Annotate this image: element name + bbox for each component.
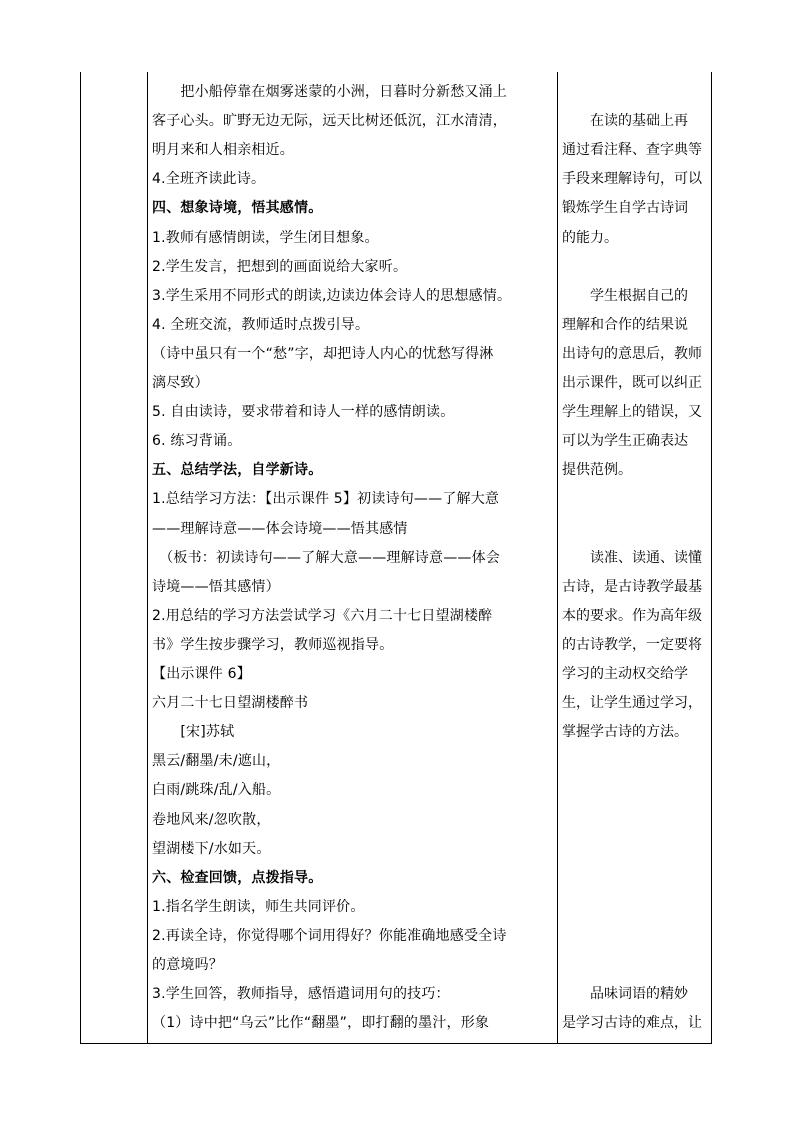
text-line: 六月二十七日望湖楼醉书 [152,695,309,712]
text-line: 5. 自由读诗，要求带着和诗人一样的感情朗读。 [152,404,455,421]
note-line: 本的要求。作为高年级 [562,607,702,624]
text-line: 2.学生发言，把想到的画面说给大家听。 [152,258,408,275]
teaching-process-cell [148,72,558,1044]
text-line: 1.总结学习方法：【出示课件 5】初读诗句——了解大意 [152,491,500,508]
text-line: 1.教师有感情朗读，学生闭目想象。 [152,229,379,246]
note-line: 可以为学生正确表达 [562,433,688,450]
text-line: 6. 练习背诵。 [152,433,242,450]
note-line: 在读的基础上再 [562,113,688,130]
text-line: 诗境——悟其感情） [152,578,280,595]
note-line: 学生理解上的错误，又 [562,404,702,421]
text-line: 2.用总结的学习方法尝试学习《六月二十七日望湖楼醉 [152,607,493,624]
note-line: 的古诗教学，一定要将 [562,636,702,653]
note-line: 出诗句的意思后，教师 [562,345,702,362]
section-heading: 六、检查回馈，点拨指导。 [152,869,323,886]
text-line: [宋]苏轼 [152,724,235,741]
note-line: 提供范例。 [562,462,632,479]
note-line: 手段来理解诗句，可以 [562,171,702,188]
note-line: 古诗，是古诗教学最基 [562,578,702,595]
text-line: 2.再读全诗，你觉得哪个词用得好？你能准确地感受全诗 [152,927,507,944]
text-line: 书》学生按步骤学习，教师巡视指导。 [152,636,394,653]
text-line: 黑云/翻墨/未/遮山， [152,753,281,770]
text-line: 4. 全班交流，教师适时点拨引导。 [152,316,370,333]
table-border-left [80,72,81,1044]
section-heading: 四、想象诗境，悟其感情。 [152,200,323,217]
note-line: 锻炼学生自学古诗词 [562,200,688,217]
text-line: 客子心头。旷野无边无际，远天比树还低沉，江水清清， [152,113,507,130]
design-intent-cell [560,72,712,1044]
text-line: 3.学生回答，教师指导，感悟遣词用句的技巧： [152,986,450,1003]
note-line: 学习的主动权交给学 [562,666,688,682]
note-line: 读准、读通、读懂 [562,549,702,566]
text-line: 卷地风来/忽吹散， [152,811,271,828]
text-line: 3.学生采用不同形式的朗读,边读边体会诗人的思想感情。 [152,287,512,304]
text-line: （板书：初读诗句——了解大意——理解诗意——体会 [152,549,500,566]
text-line: 【出示课件 6】 [152,666,251,682]
text-line: 望湖楼下/水如天。 [152,840,271,857]
text-line: 白雨/跳珠/乱/入船。 [152,782,281,799]
note-line: 生，让学生通过学习， [562,695,702,712]
text-line: （1）诗中把“乌云”比作“翻墨”，即打翻的墨汁，形象 [152,1015,490,1032]
note-line: 出示课件，既可以纠正 [562,375,702,391]
note-line: 品味词语的精妙 [562,986,688,1003]
text-line: 明月来和人相亲相近。 [152,142,294,159]
note-line: 学生根据自己的 [562,287,688,304]
text-line: 的意境吗？ [152,957,223,973]
section-heading: 五、总结学法，自学新诗。 [152,462,323,479]
text-line: 1.指名学生朗读，师生共同评价。 [152,898,365,915]
note-line: 通过看注释、查字典等 [562,142,702,159]
note-line: 的能力。 [562,229,618,246]
text-line: （诗中虽只有一个“愁”字，却把诗人内心的忧愁写得淋 [152,345,494,362]
text-line: 把小船停靠在烟雾迷蒙的小洲，日暮时分新愁又涌上 [152,84,507,100]
note-line: 掌握学古诗的方法。 [562,724,688,741]
text-line: ——理解诗意——体会诗境——悟其感情 [152,520,408,537]
text-line: 漓尽致） [152,375,209,391]
text-line: 4.全班齐读此诗。 [152,171,266,188]
note-line: 理解和合作的结果说 [562,316,688,333]
note-line: 是学习古诗的难点，让 [562,1015,702,1032]
